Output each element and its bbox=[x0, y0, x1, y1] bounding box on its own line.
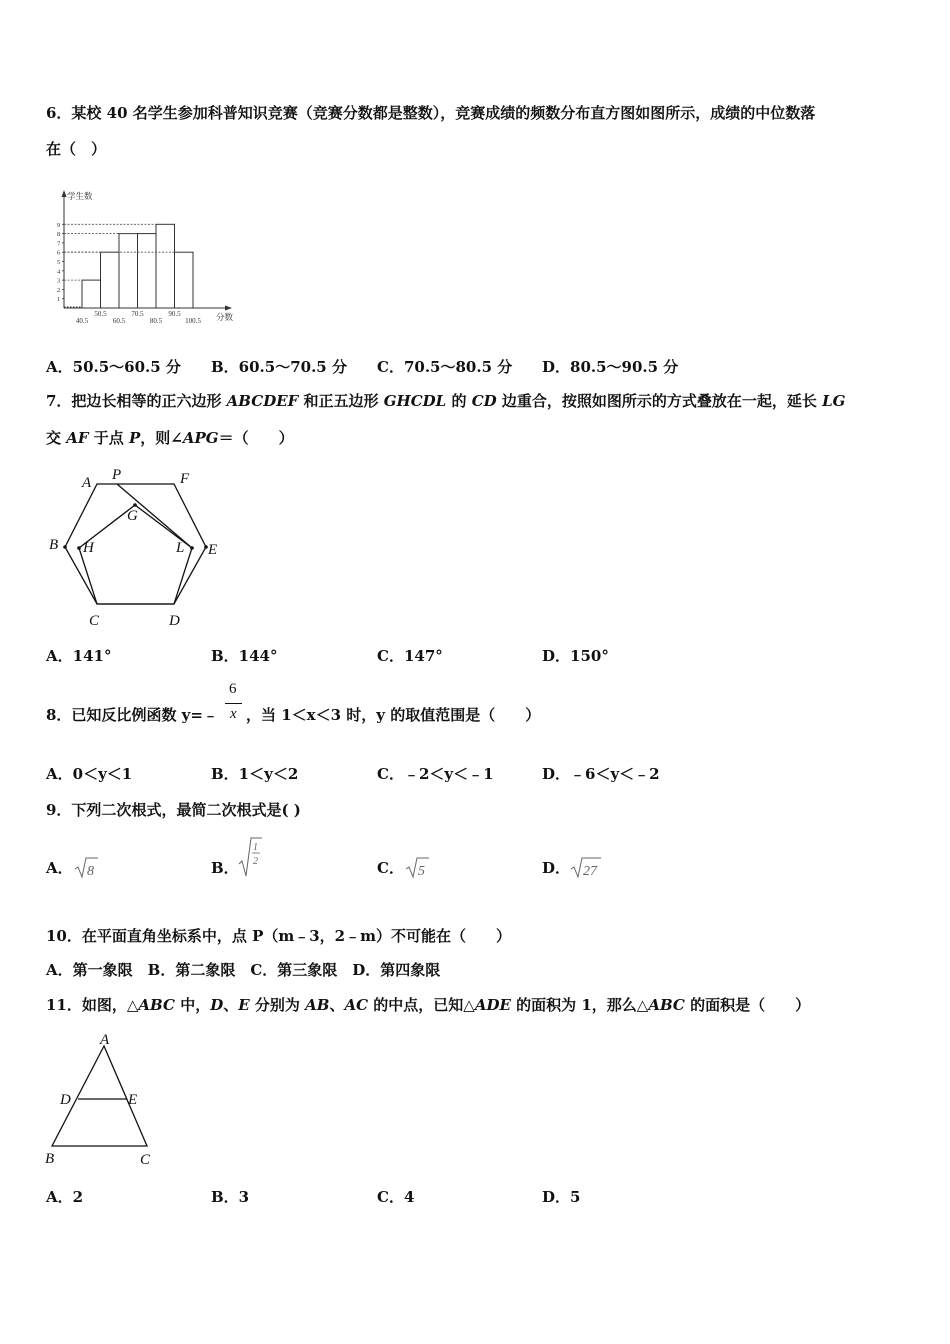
label-E: E bbox=[208, 542, 218, 558]
q11-option-c[interactable]: C．4 bbox=[377, 1188, 415, 1206]
label-L: L bbox=[176, 540, 185, 556]
label-A: A bbox=[82, 475, 92, 491]
label-B: B bbox=[49, 537, 59, 553]
y-tick-3: 3 bbox=[57, 277, 61, 285]
tri-label-B: B bbox=[45, 1151, 55, 1167]
q7-option-c[interactable]: C．147° bbox=[377, 647, 443, 665]
x-tick-40.5: 40.5 bbox=[75, 317, 89, 325]
y-tick-2: 2 bbox=[57, 286, 61, 294]
radicand-numerator-1: 1 bbox=[253, 842, 258, 853]
q6-stem-line2: 在（ ） bbox=[46, 140, 107, 158]
label-P: P bbox=[112, 467, 122, 483]
q8-stem-part2: ，当 1＜x＜3 时，y 的取值范围是（ ） bbox=[246, 706, 541, 724]
q9-option-a[interactable]: A． bbox=[46, 859, 73, 877]
q8-option-c[interactable]: C．﹣2＜y＜﹣1 bbox=[377, 765, 494, 783]
label-D: D bbox=[169, 613, 180, 629]
q6-stem-line1: 6．某校 40 名学生参加科普知识竞赛（竞赛分数都是整数），竞赛成绩的频数分布直方图如图所示，成绩的中位数落 bbox=[46, 104, 816, 122]
y-tick-6: 6 bbox=[57, 249, 61, 257]
radicand-denominator-2: 2 bbox=[253, 856, 258, 867]
q7-option-a[interactable]: A．141° bbox=[46, 647, 112, 665]
x-axis-label: 分数 bbox=[216, 312, 234, 322]
sqrt-27-expression bbox=[569, 855, 603, 879]
q11-option-a[interactable]: A．2 bbox=[46, 1188, 84, 1206]
x-tick-90.5: 90.5 bbox=[168, 310, 181, 318]
q10-options[interactable]: A．第一象限 B．第二象限 C．第三象限 D．第四象限 bbox=[46, 961, 441, 979]
q8-fraction-denominator: x bbox=[230, 706, 237, 722]
sqrt-8-expression bbox=[73, 855, 99, 879]
y-tick-9: 9 bbox=[57, 221, 61, 229]
label-C: C bbox=[89, 613, 100, 629]
x-tick-100.5: 100.5 bbox=[185, 317, 201, 325]
tri-label-E: E bbox=[128, 1092, 138, 1108]
radicand-27: 27 bbox=[583, 864, 597, 879]
q8-option-a[interactable]: A．0＜y＜1 bbox=[46, 765, 133, 783]
bar-40.5-50.5 bbox=[82, 280, 101, 308]
q9-stem: 9．下列二次根式，最简二次根式是( ) bbox=[46, 801, 301, 819]
hexagon-pentagon-figure bbox=[44, 462, 234, 632]
tri-label-C: C bbox=[140, 1152, 151, 1168]
q11-option-b[interactable]: B．3 bbox=[211, 1188, 250, 1206]
sqrt-half-expression bbox=[237, 836, 263, 878]
q9-option-b[interactable]: B． bbox=[211, 859, 239, 877]
sqrt-5-expression bbox=[404, 855, 430, 879]
y-tick-8: 8 bbox=[57, 231, 61, 239]
q10-stem: 10．在平面直角坐标系中，点 P（m﹣3，2﹣m）不可能在（ ） bbox=[46, 927, 511, 945]
q8-option-d[interactable]: D．﹣6＜y＜﹣2 bbox=[542, 765, 660, 783]
bar-50.5-60.5 bbox=[101, 252, 120, 308]
histogram-chart bbox=[48, 186, 248, 331]
x-tick-50.5: 50.5 bbox=[94, 310, 107, 318]
triangle-figure bbox=[42, 1032, 162, 1170]
radicand-5: 5 bbox=[418, 864, 425, 879]
x-tick-70.5: 70.5 bbox=[131, 310, 144, 318]
y-axis-label: 学生数 bbox=[67, 191, 93, 201]
bar-90.5-100.5 bbox=[175, 252, 194, 308]
q11-stem: 11．如图，△ABC 中，D、E 分别为 AB、AC 的中点，已知△ADE 的面积为 1，那么△ABC 的面积是（ ） bbox=[46, 996, 811, 1014]
x-tick-80.5: 80.5 bbox=[149, 317, 163, 325]
label-H: H bbox=[83, 540, 94, 556]
q8-option-b[interactable]: B．1＜y＜2 bbox=[211, 765, 299, 783]
q7-option-b[interactable]: B．144° bbox=[211, 647, 278, 665]
bar-70.5-80.5 bbox=[138, 234, 157, 308]
bar-80.5-90.5 bbox=[156, 224, 175, 308]
bar-60.5-70.5 bbox=[119, 234, 138, 308]
q6-option-a[interactable]: A．50.5～60.5 分 bbox=[46, 358, 181, 376]
tri-label-D: D bbox=[60, 1092, 71, 1108]
q6-option-d[interactable]: D．80.5～90.5 分 bbox=[542, 358, 679, 376]
q9-option-d[interactable]: D． bbox=[542, 859, 571, 877]
radicand-8: 8 bbox=[87, 864, 94, 879]
label-F: F bbox=[180, 471, 190, 487]
y-axis-arrow bbox=[62, 190, 67, 197]
q8-fraction-bar bbox=[225, 703, 242, 704]
y-tick-4: 4 bbox=[57, 268, 61, 276]
q7-stem-line1: 7．把边长相等的正六边形 ABCDEF 和正五边形 GHCDL 的 CD 边重合，按照如图所示的方式叠放在一起，延长 LG bbox=[46, 392, 846, 410]
q7-option-d[interactable]: D．150° bbox=[542, 647, 609, 665]
x-tick-60.5: 60.5 bbox=[112, 317, 126, 325]
q8-stem-part1: 8．已知反比例函数 y=﹣ bbox=[46, 706, 218, 724]
y-tick-7: 7 bbox=[57, 240, 61, 248]
tri-label-A: A bbox=[100, 1032, 110, 1048]
label-G: G bbox=[127, 508, 138, 524]
q7-stem-line2: 交 AF 于点 P，则∠APG＝（ ） bbox=[46, 429, 294, 447]
y-tick-5: 5 bbox=[57, 259, 61, 266]
q6-option-b[interactable]: B．60.5～70.5 分 bbox=[211, 358, 347, 376]
q11-option-d[interactable]: D．5 bbox=[542, 1188, 581, 1206]
y-tick-1: 1 bbox=[57, 296, 61, 304]
q9-option-c[interactable]: C． bbox=[377, 859, 404, 877]
q8-fraction-numerator: 6 bbox=[229, 681, 237, 697]
q6-option-c[interactable]: C．70.5～80.5 分 bbox=[377, 358, 513, 376]
x-axis-arrow bbox=[225, 306, 232, 311]
